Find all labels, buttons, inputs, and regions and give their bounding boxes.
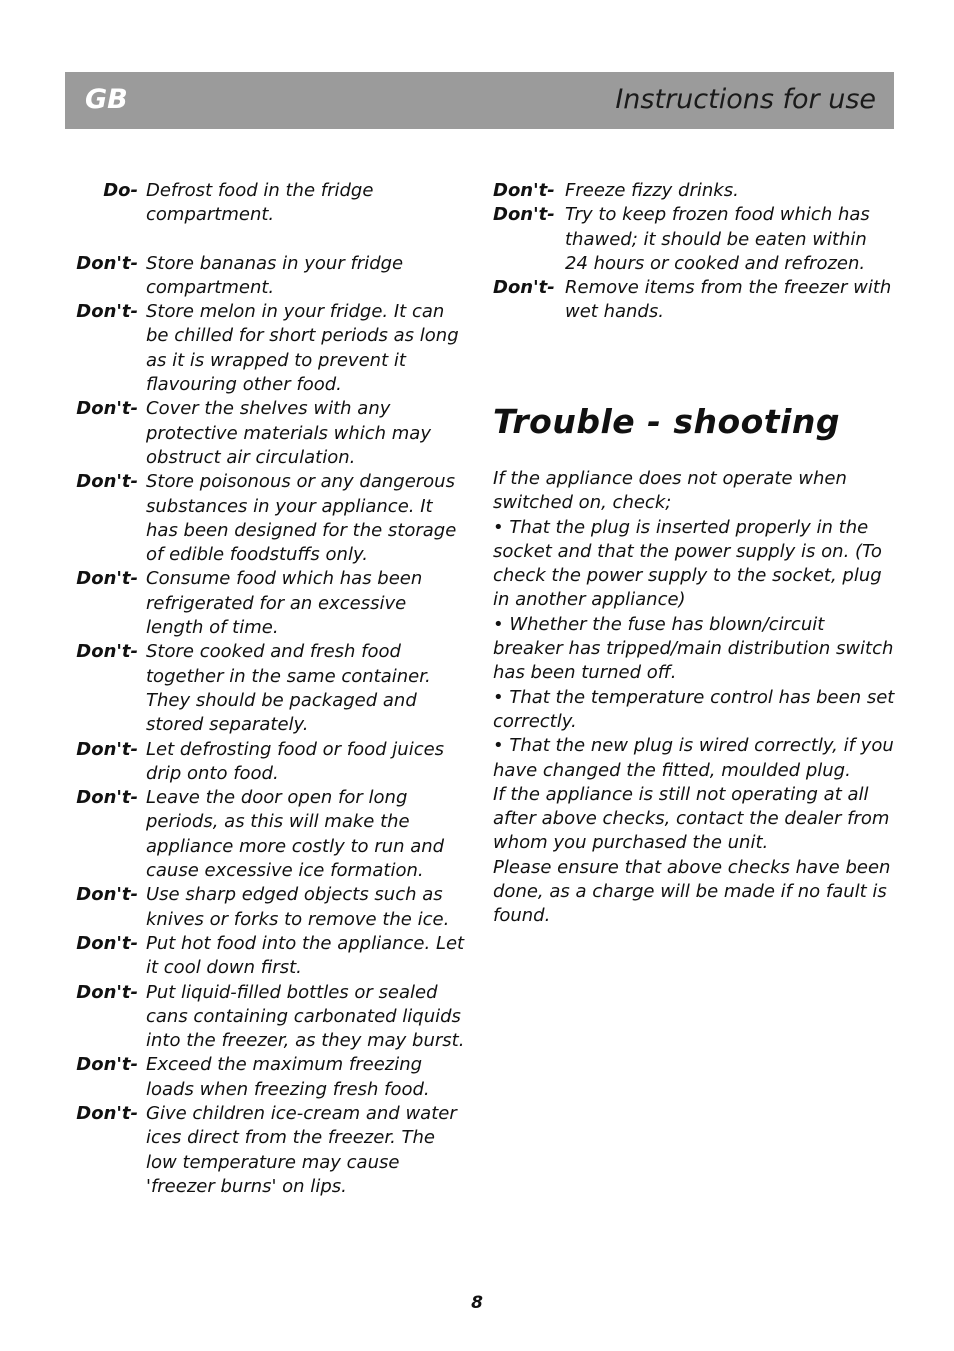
rule-text: Try to keep frozen food which has thawed; it should be eaten within 24 hours or cooked and refrozen. [565,204,870,274]
page-title: Instructions for use [615,84,876,115]
rule-label: Do- [103,180,138,201]
troubleshooting-paragraph: • That the temperature control has been set correctly. [493,686,895,732]
page-number: 8 [471,1293,483,1313]
rule-text: Consume food which has been refrigerated for an excessive length of time. [146,568,423,639]
rule-item [493,276,895,325]
rule-item [66,932,466,981]
rule-label: Don't- [76,787,138,809]
rule-item [66,300,466,397]
rule-item [66,567,466,640]
rule-text: Remove items from the freezer with wet hands. [565,277,892,323]
troubleshooting-paragraph: If the appliance is still not operating at all after above checks, contact the dealer from whom you purchased the unit. [493,783,890,854]
rule-item [66,470,466,567]
language-code: GB [85,84,128,115]
rule-item [66,981,466,1054]
rule-item [66,252,466,301]
rule-text: Give children ice-cream and water ices direct from the freezer. The low temperature may cause 'freezer burns' on lips. [146,1102,457,1197]
rule-item [66,883,466,932]
rule-text: Cover the shelves with any protective materials which may obstruct air circulation. [146,398,431,468]
rule-label: Don't- [493,204,555,226]
rule-label: Don't- [493,277,555,299]
left-column [66,179,466,1199]
rule-text: Store bananas in your fridge compartment. [146,252,404,298]
rule-item [66,738,466,787]
rule-item [493,203,895,276]
rule-text: Use sharp edged objects such as knives or forks to remove the ice. [146,884,450,930]
rule-text: Defrost food in the fridge compartment. [146,180,374,226]
rule-label: Don't- [76,301,138,323]
rule-text: Exceed the maximum freezing loads when freezing fresh food. [146,1054,430,1100]
rule-item [66,786,466,883]
troubleshooting-paragraph: • Whether the fuse has blown/circuit breaker has tripped/main distribution switch has been turned off. [493,613,894,684]
header-bar [65,72,894,129]
rule-text: Freeze fizzy drinks. [565,180,739,201]
troubleshooting-paragraph: • That the new plug is wired correctly, if you have changed the fitted, moulded plug. [493,735,894,781]
rule-text: Store melon in your fridge. It can be chilled for short periods as long as it is wrapped to prevent it flavouring other food. [146,301,459,396]
dont-list-left [66,252,466,1200]
troubleshooting-paragraph: Please ensure that above checks have been done, as a charge will be made if no fault is found. [493,856,891,927]
rule-label: Don't- [76,568,138,590]
rule-item [66,1053,466,1102]
rule-text: Let defrosting food or food juices drip onto food. [146,738,445,784]
rule-item [493,179,895,203]
rule-item [66,179,466,228]
troubleshooting-body [493,467,895,929]
troubleshooting-paragraph: If the appliance does not operate when switched on, check; [493,468,847,514]
rule-label: Don't- [76,252,138,274]
rule-label: Don't- [493,180,555,201]
rule-text: Put liquid-filled bottles or sealed cans containing carbonated liquids into the freezer, as they may burst. [146,981,465,1052]
rule-text: Store poisonous or any dangerous substances in your appliance. It has been designed for the storage of edible foodstuffs only. [146,471,457,566]
rule-label: Don't- [76,884,138,906]
right-column [493,179,895,325]
troubleshooting-paragraph: • That the plug is inserted properly in the socket and that the power supply is on. (To check the power supply to the socket, plug in another appliance) [493,516,882,611]
rule-item [66,1102,466,1199]
rule-text: Put hot food into the appliance. Let it cool down first. [146,932,465,979]
rule-label: Don't- [76,641,138,663]
rule-text: Leave the door open for long periods, as this will make the appliance more costly to run and cause excessive ice formation. [146,787,445,882]
rule-label: Don't- [76,398,138,420]
rule-item [66,640,466,737]
rule-label: Don't- [76,471,138,493]
rule-label: Don't- [76,1102,138,1124]
rule-label: Don't- [76,981,138,1003]
rule-label: Don't- [76,932,138,954]
dont-list-right [493,179,895,325]
rule-label: Don't- [76,738,138,760]
rule-item [66,397,466,470]
rule-text: Store cooked and fresh food together in the same container. They should be packaged and stored separately. [146,641,431,736]
section-heading: Trouble - shooting [493,402,840,441]
rule-label: Don't- [76,1054,138,1076]
spacer [66,228,466,252]
